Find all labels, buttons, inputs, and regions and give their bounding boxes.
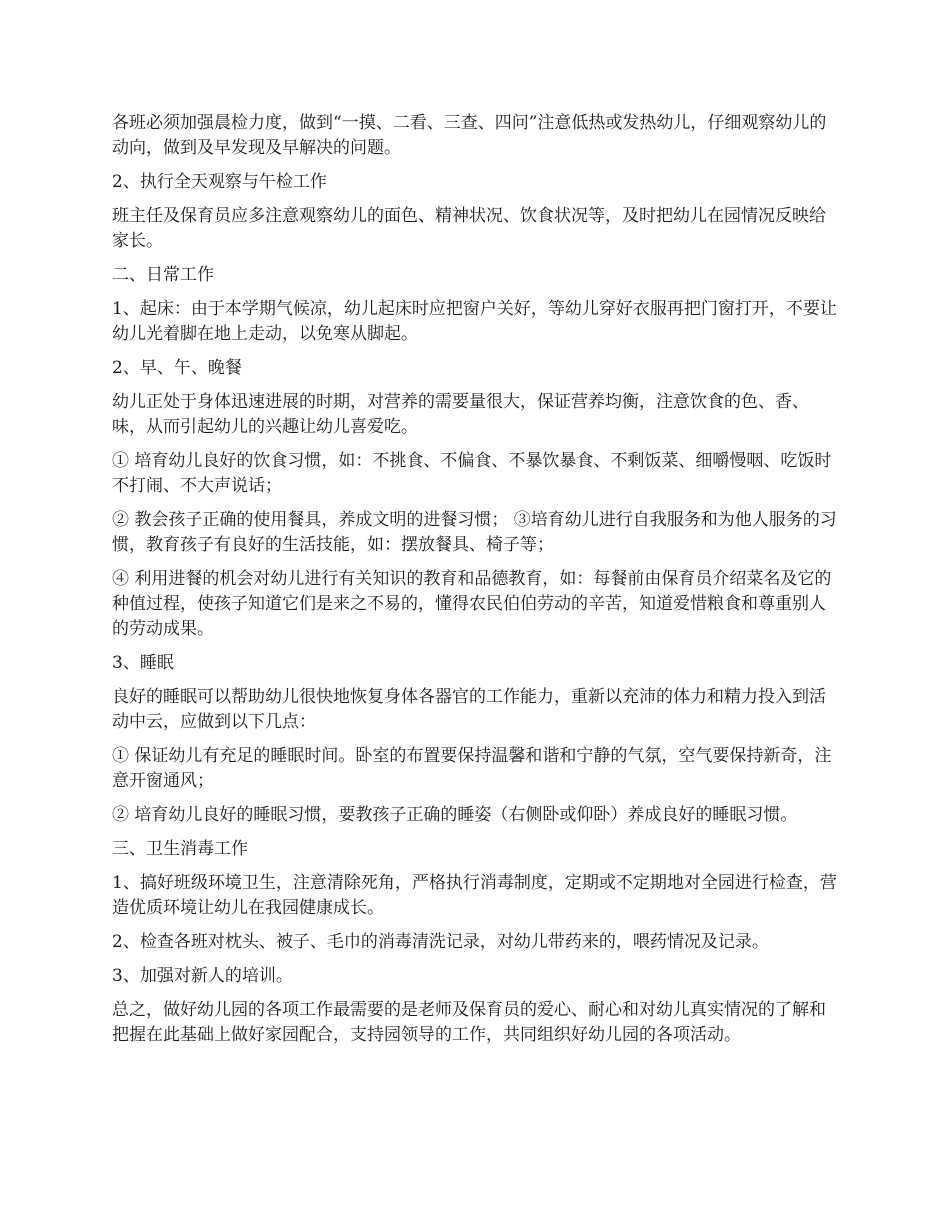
list-item-eating-habits: ① 培育幼儿良好的饮食习惯，如：不挑食、不偏食、不暴饮暴食、不剩饭菜、细嚼慢咽、吃饭时不打闹、不大声说话； (112, 451, 832, 496)
paragraph-disinfection-records: 2、检查各班对枕头、被子、毛巾的消毒清洗记录，对幼儿带药来的，喂药情况及记录。 (112, 932, 769, 952)
heading-all-day-observation: 2、执行全天观察与午检工作 (112, 172, 327, 192)
paragraph-wake-up: 1、起床：由于本学期气候凉，幼儿起床时应把窗户关好，等幼儿穿好衣服再把门窗打开，不要让幼儿光着脚在地上走动，以免寒从脚起。 (112, 299, 837, 344)
heading-hygiene: 三、卫生消毒工作 (112, 839, 248, 859)
document-body (112, 111, 842, 1057)
paragraph-conclusion: 总之，做好幼儿园的各项工作最需要的是老师及保育员的爱心、耐心和对幼儿真实情况的了解和把握在此基础上做好家园配合，支持园领导的工作，共同组织好幼儿园的各项活动。 (112, 1000, 826, 1045)
heading-meals: 2、早、午、晚餐 (112, 358, 242, 378)
paragraph-sleep: 良好的睡眠可以帮助幼儿很快地恢复身体各器官的工作能力，重新以充沛的体力和精力投入到活动中云，应做到以下几点： (112, 687, 826, 732)
list-item-tableware: ② 教会孩子正确的使用餐具，养成文明的进餐习惯； ③培育幼儿进行自我服务和为他人服务的习惯，教育孩子有良好的生活技能，如：摆放餐具、椅子等； (112, 510, 837, 555)
list-item-sleep-time: ① 保证幼儿有充足的睡眠时间。卧室的布置要保持温馨和谐和宁静的气氛，空气要保持新奇，注意开窗通风； (112, 746, 832, 791)
paragraph-training: 3、加强对新人的培训。 (112, 966, 293, 986)
paragraph-observation: 班主任及保育员应多注意观察幼儿的面色、精神状况、饮食状况等，及时把幼儿在园情况反映给家长。 (112, 206, 826, 251)
paragraph-morning-check: 各班必须加强晨检力度，做到“一摸、二看、三查、四问”注意低热或发热幼儿，仔细观察幼儿的动向，做到及早发现及早解决的问题。 (112, 113, 827, 158)
heading-daily-work: 二、日常工作 (112, 265, 214, 285)
paragraph-nutrition: 幼儿正处于身体迅速进展的时期，对营养的需要量很大，保证营养均衡，注意饮食的色、香、味，从而引起幼儿的兴趣让幼儿喜爱吃。 (112, 392, 809, 437)
list-item-sleep-habits: ② 培育幼儿良好的睡眠习惯，要教孩子正确的睡姿（右侧卧或仰卧）养成良好的睡眠习惯。 (112, 805, 798, 825)
list-item-meal-education: ④ 利用进餐的机会对幼儿进行有关知识的教育和品德教育，如：每餐前由保育员介绍菜名及它的种值过程，使孩子知道它们是来之不易的，懂得农民伯伯劳动的辛苦，知道爱惜粮食和尊重别人的劳动成果。 (112, 569, 832, 639)
paragraph-environment: 1、搞好班级环境卫生，注意清除死角，严格执行消毒制度，定期或不定期地对全园进行检查，营造优质环境让幼儿在我园健康成长。 (112, 873, 837, 918)
heading-sleep: 3、睡眠 (112, 653, 174, 673)
